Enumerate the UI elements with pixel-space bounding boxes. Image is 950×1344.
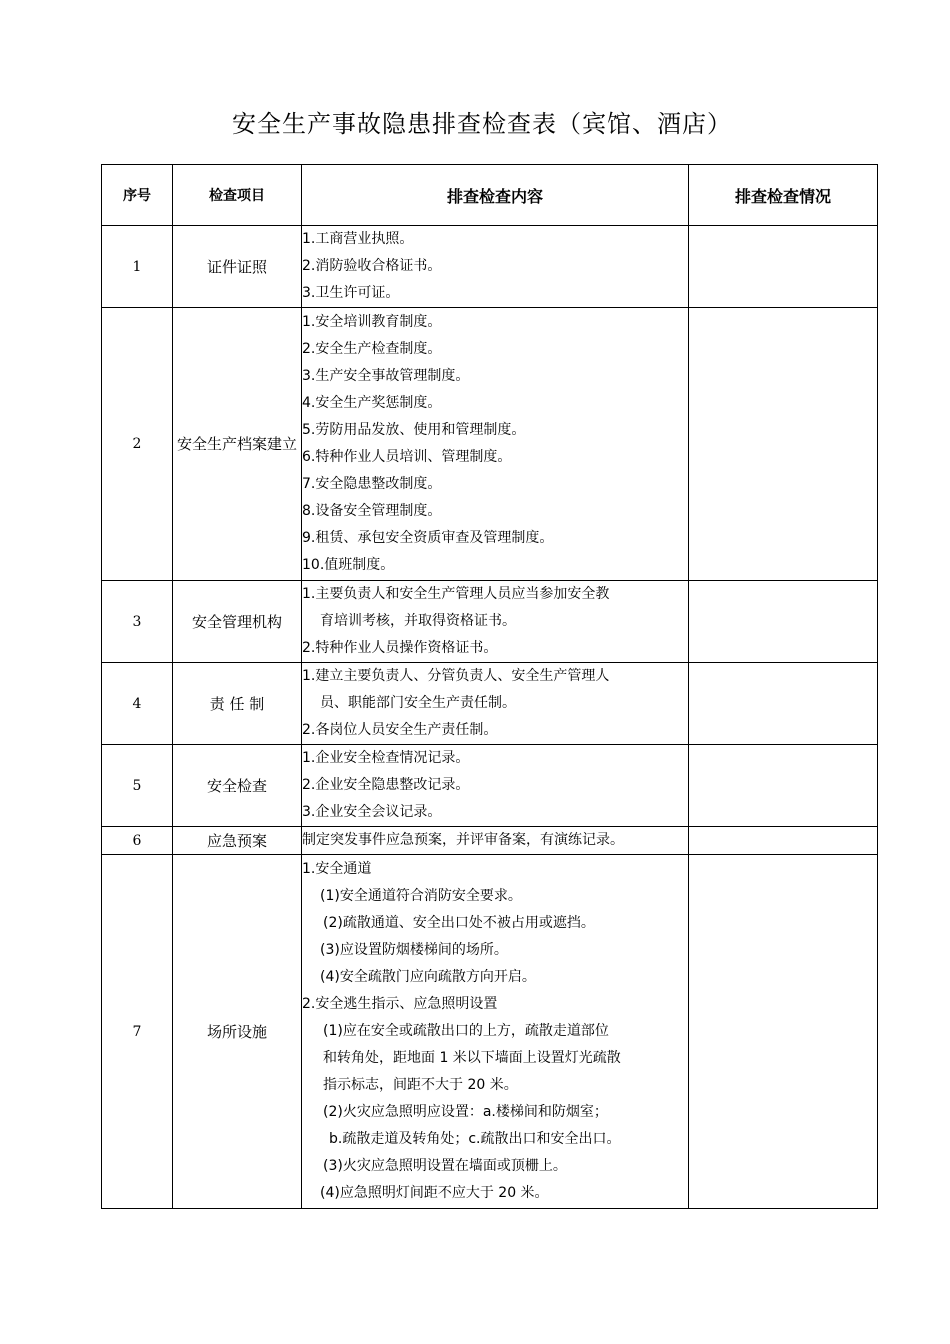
row-result-cell[interactable] — [689, 663, 878, 745]
content-line: (2)火灾应急照明应设置：a.楼梯间和防烟室； — [323, 1104, 608, 1120]
content-line: (1)应在安全或疏散出口的上方，疏散走道部位 — [323, 1023, 609, 1039]
row-seq: 6 — [102, 827, 173, 855]
content-line: 1.建立主要负责人、分管负责人、安全生产管理人 — [302, 668, 610, 684]
content-line: 制定突发事件应急预案，并评审备案，有演练记录。 — [302, 832, 624, 848]
header-seq: 序号 — [102, 165, 173, 226]
content-line: (4)安全疏散门应向疏散方向开启。 — [320, 969, 536, 985]
row-result-cell[interactable] — [689, 827, 878, 855]
content-line: 10.值班制度。 — [302, 557, 395, 573]
content-line: 育培训考核，并取得资格证书。 — [320, 613, 516, 629]
inspection-table — [101, 164, 878, 1209]
content-line: 和转角处，距地面 1 米以下墙面上设置灯光疏散 — [323, 1050, 621, 1066]
table-row — [102, 745, 878, 827]
content-line: 3.卫生许可证。 — [302, 285, 400, 301]
row-content — [302, 581, 689, 663]
table-row — [102, 855, 878, 1209]
content-line: (3)应设置防烟楼梯间的场所。 — [320, 942, 508, 958]
row-result-cell[interactable] — [689, 581, 878, 663]
content-line: 2.安全逃生指示、应急照明设置 — [302, 996, 498, 1012]
content-line: 2.安全生产检查制度。 — [302, 341, 442, 357]
content-line: 5.劳防用品发放、使用和管理制度。 — [302, 422, 526, 438]
header-result: 排查检查情况 — [689, 165, 878, 226]
content-line: 指示标志，间距不大于 20 米。 — [323, 1077, 518, 1093]
content-line: 员、职能部门安全生产责任制。 — [320, 695, 516, 711]
content-line: (1)安全通道符合消防安全要求。 — [320, 888, 522, 904]
row-seq: 3 — [102, 581, 173, 663]
row-content — [302, 308, 689, 581]
content-line: 2.特种作业人员操作资格证书。 — [302, 640, 498, 656]
content-line: 7.安全隐患整改制度。 — [302, 476, 442, 492]
content-line: 9.租赁、承包安全资质审查及管理制度。 — [302, 530, 554, 546]
row-seq: 1 — [102, 226, 173, 308]
row-item: 安全检查 — [173, 745, 302, 827]
page-title: 安全生产事故隐患排查检查表（宾馆、酒店） — [232, 110, 732, 138]
row-item: 安全管理机构 — [173, 581, 302, 663]
row-result-cell[interactable] — [689, 226, 878, 308]
table-header-row — [102, 165, 878, 226]
row-item: 证件证照 — [173, 226, 302, 308]
table-row — [102, 827, 878, 855]
content-line: b.疏散走道及转角处；c.疏散出口和安全出口。 — [329, 1131, 621, 1147]
table-row — [102, 226, 878, 308]
row-seq: 2 — [102, 308, 173, 581]
table-row — [102, 663, 878, 745]
row-item: 应急预案 — [173, 827, 302, 855]
content-line: 1.主要负责人和安全生产管理人员应当参加安全教 — [302, 586, 610, 602]
content-line: (2)疏散通道、安全出口处不被占用或遮挡。 — [323, 915, 595, 931]
row-content — [302, 663, 689, 745]
content-line: 1.安全通道 — [302, 861, 372, 877]
content-line: (3)火灾应急照明设置在墙面或顶栅上。 — [323, 1158, 567, 1174]
row-result-cell[interactable] — [689, 745, 878, 827]
row-item: 责 任 制 — [173, 663, 302, 745]
row-content — [302, 855, 689, 1209]
content-line: 1.工商营业执照。 — [302, 231, 414, 247]
header-content: 排查检查内容 — [302, 165, 689, 226]
row-seq: 7 — [102, 855, 173, 1209]
row-seq: 5 — [102, 745, 173, 827]
table-row — [102, 308, 878, 581]
row-result-cell[interactable] — [689, 308, 878, 581]
row-seq: 4 — [102, 663, 173, 745]
row-item: 安全生产档案建立 — [173, 308, 302, 581]
table-row — [102, 581, 878, 663]
row-content — [302, 745, 689, 827]
content-line: (4)应急照明灯间距不应大于 20 米。 — [320, 1185, 549, 1201]
row-item: 场所设施 — [173, 855, 302, 1209]
content-line: 1.安全培训教育制度。 — [302, 314, 442, 330]
content-line: 8.设备安全管理制度。 — [302, 503, 442, 519]
header-item: 检查项目 — [173, 165, 302, 226]
row-content — [302, 226, 689, 308]
content-line: 1.企业安全检查情况记录。 — [302, 750, 470, 766]
content-line: 6.特种作业人员培训、管理制度。 — [302, 449, 512, 465]
row-result-cell[interactable] — [689, 855, 878, 1209]
content-line: 3.生产安全事故管理制度。 — [302, 368, 470, 384]
content-line: 2.企业安全隐患整改记录。 — [302, 777, 470, 793]
content-line: 2.各岗位人员安全生产责任制。 — [302, 722, 498, 738]
content-line: 2.消防验收合格证书。 — [302, 258, 442, 274]
row-content — [302, 827, 689, 855]
content-line: 4.安全生产奖惩制度。 — [302, 395, 442, 411]
content-line: 3.企业安全会议记录。 — [302, 804, 442, 820]
